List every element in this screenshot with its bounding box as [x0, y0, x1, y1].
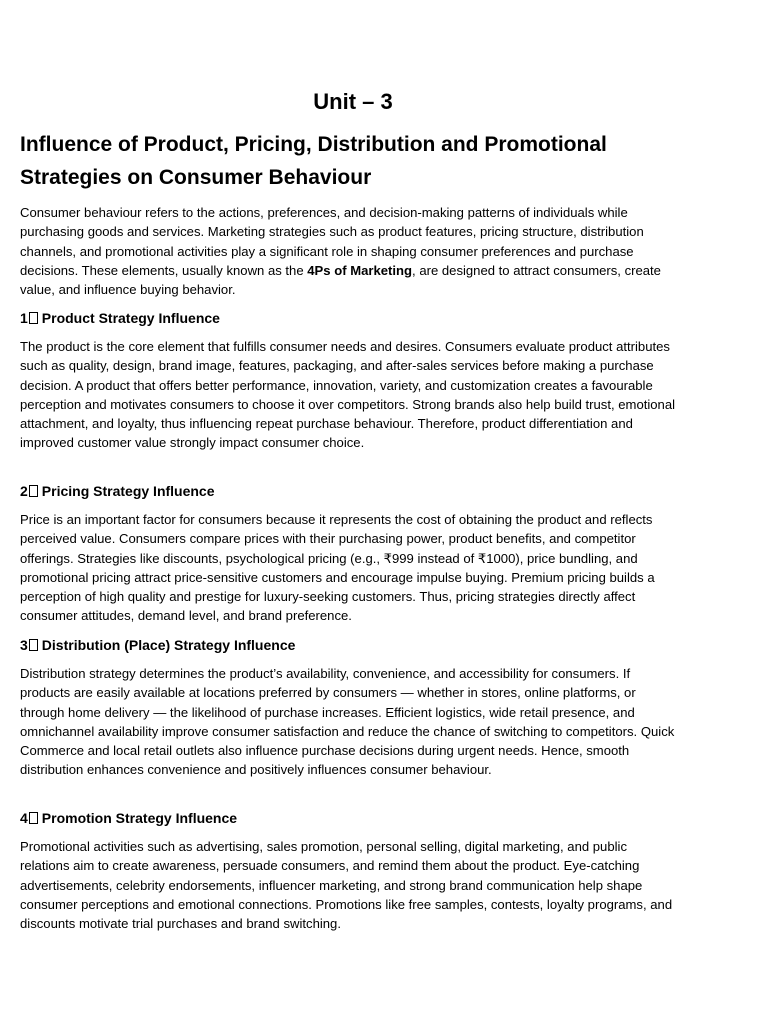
- section-body-pricing: Price is an important factor for consumers because it represents the cost of obtaining the product and reflects perceived value. Consumers compare prices with their purchasing power, product benefits, and competitor offerings. Strategies like discounts, psychological pricing (e.g., ₹999 instead of ₹1000), price bundling, and promotional pricing attract price-sensitive customers and encourage impulse buying. Premium pricing builds a perception of high quality and prestige for luxury-seeking customers. Thus, pricing strategies directly affect consumer attitudes, demand level, and brand preference.: [20, 512, 655, 624]
- keycap-box-icon: [29, 312, 38, 324]
- intro-emphasis: 4Ps of Marketing: [307, 262, 413, 278]
- section-heading-text: Distribution (Place) Strategy Influence: [41, 637, 296, 653]
- section-heading-product: [20, 308, 680, 328]
- section-heading-text: Promotion Strategy Influence: [41, 810, 238, 826]
- intro-paragraph: [20, 203, 680, 299]
- section-number: 4: [20, 810, 28, 826]
- section-body-distribution: Distribution strategy determines the product’s availability, convenience, and accessibility for consumers. If products are easily available at locations preferred by consumers — whether in stores, online platforms, or through home delivery — the likelihood of purchase increases. Efficient logistics, wide retail presence, and omnichannel availability improve consumer satisfaction and reduce the chance of switching to competitors. Quick Commerce and local retail outlets also influence purchase decisions during urgent needs. Hence, smooth distribution enhances convenience and positively influences consumer behaviour.: [20, 666, 675, 778]
- section-heading-pricing: [20, 481, 680, 501]
- keycap-box-icon: [29, 485, 38, 497]
- unit-title: Unit – 3: [313, 89, 393, 114]
- intro-text-before: Consumer behaviour refers to the actions, preferences, and decision-making patterns of individuals while purchasing goods and services. Marketing strategies such as product features, pricing structure, distribution channels, and promotional activities play a significant role in shaping consumer preferences and purchase decisions. These elements, usually known as the: [20, 205, 644, 278]
- document-title: Influence of Product, Pricing, Distribution and Promotional Strategies on Consumer Behaviour: [20, 133, 607, 189]
- section-number: 1: [20, 310, 28, 326]
- section-number: 2: [20, 483, 28, 499]
- keycap-box-icon: [29, 812, 38, 824]
- keycap-box-icon: [29, 639, 38, 651]
- intro-text-after: , are designed to attract consumers, create value, and influence buying behavior.: [20, 262, 661, 298]
- section-body-promotion: Promotional activities such as advertising, sales promotion, personal selling, digital marketing, and public relations aim to create awareness, persuade consumers, and remind them about the product. Eye-catching advertisements, celebrity endorsements, influencer marketing, and strong brand communication help shape consumer perceptions and emotional connections. Promotions like free samples, contests, loyalty programs, and discounts motivate trial purchases and brand switching.: [20, 839, 673, 932]
- section-body-product: The product is the core element that fulfills consumer needs and desires. Consumers evaluate product attributes such as quality, design, brand image, features, packaging, and after-sales services before making a purchase decision. A product that offers better performance, innovation, variety, and customization creates a favourable perception and motivates consumers to choose it over competitors. Strong brands also help build trust, emotional attachment, and loyalty, thus influencing repeat purchase behaviour. Therefore, product differentiation and improved customer value strongly impact consumer choice.: [20, 339, 676, 451]
- section-heading-distribution: [20, 635, 680, 655]
- section-heading-promotion: [20, 808, 680, 828]
- section-heading-text: Product Strategy Influence: [41, 310, 220, 326]
- section-heading-text: Pricing Strategy Influence: [41, 483, 215, 499]
- section-number: 3: [20, 637, 28, 653]
